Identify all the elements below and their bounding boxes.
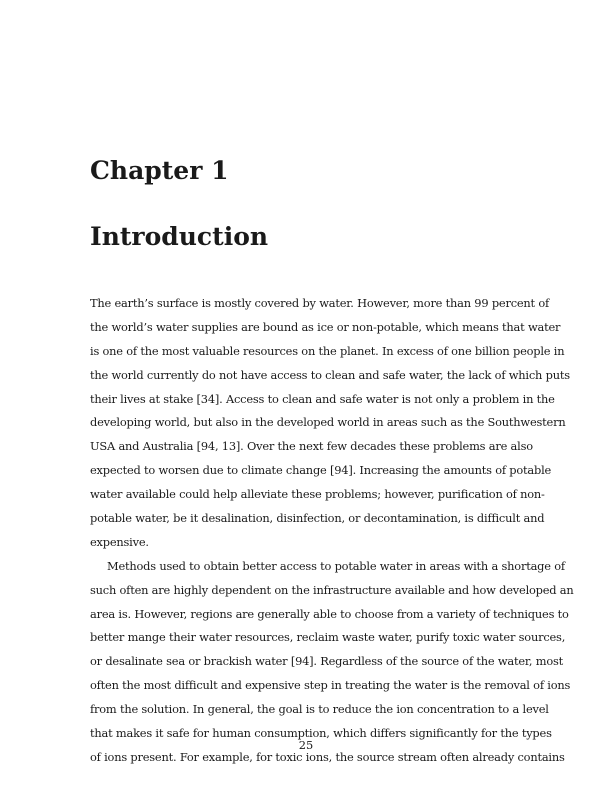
text-line: of ions present. For example, for toxic ions, the source stream often already contains [90,749,565,764]
paragraph-1 [90,292,570,555]
page-number: 25 [298,738,314,752]
text-line: or desalinate sea or brackish water [94]. Regardless of the source of the water, most [90,654,564,669]
text-line: USA and Australia [94, 13]. Over the next few decades these problems are also [90,439,533,454]
text-line: is one of the most valuable resources on the planet. In excess of one billion people in [90,343,565,358]
text-line: expensive. [90,534,149,549]
chapter-title: Introduction [90,222,269,251]
text-line: better mange their water resources, reclaim waste water, purify toxic water sources, [90,630,566,645]
chapter-label: Chapter 1 [90,156,229,185]
text-line: such often are highly dependent on the infrastructure available and how developed an [90,582,574,597]
body-text [90,292,574,770]
text-line: their lives at stake [34]. Access to clean and safe water is not only a problem in the [90,391,555,406]
text-line: the world currently do not have access to clean and safe water, the lack of which puts [90,367,570,382]
text-line: water available could help alleviate these problems; however, purification of non- [90,487,545,502]
text-line: Methods used to obtain better access to potable water in areas with a shortage of [107,558,565,573]
text-line: area is. However, regions are generally able to choose from a variety of techniques to [90,606,569,621]
text-line: often the most difficult and expensive step in treating the water is the removal of ions [90,678,571,693]
text-line: potable water, be it desalination, disinfection, or decontamination, is difficult and [90,511,545,526]
text-line: from the solution. In general, the goal is to reduce the ion concentration to a level [90,702,549,717]
text-line: developing world, but also in the developed world in areas such as the Southwestern [90,415,566,430]
text-line: that makes it safe for human consumption, which differs significantly for the types [90,726,552,741]
text-line: expected to worsen due to climate change [94]. Increasing the amounts of potable [90,463,552,478]
text-line: the world’s water supplies are bound as ice or non-potable, which means that water [90,319,561,334]
text-line: The earth’s surface is mostly covered by water. However, more than 99 percent of [90,296,550,310]
